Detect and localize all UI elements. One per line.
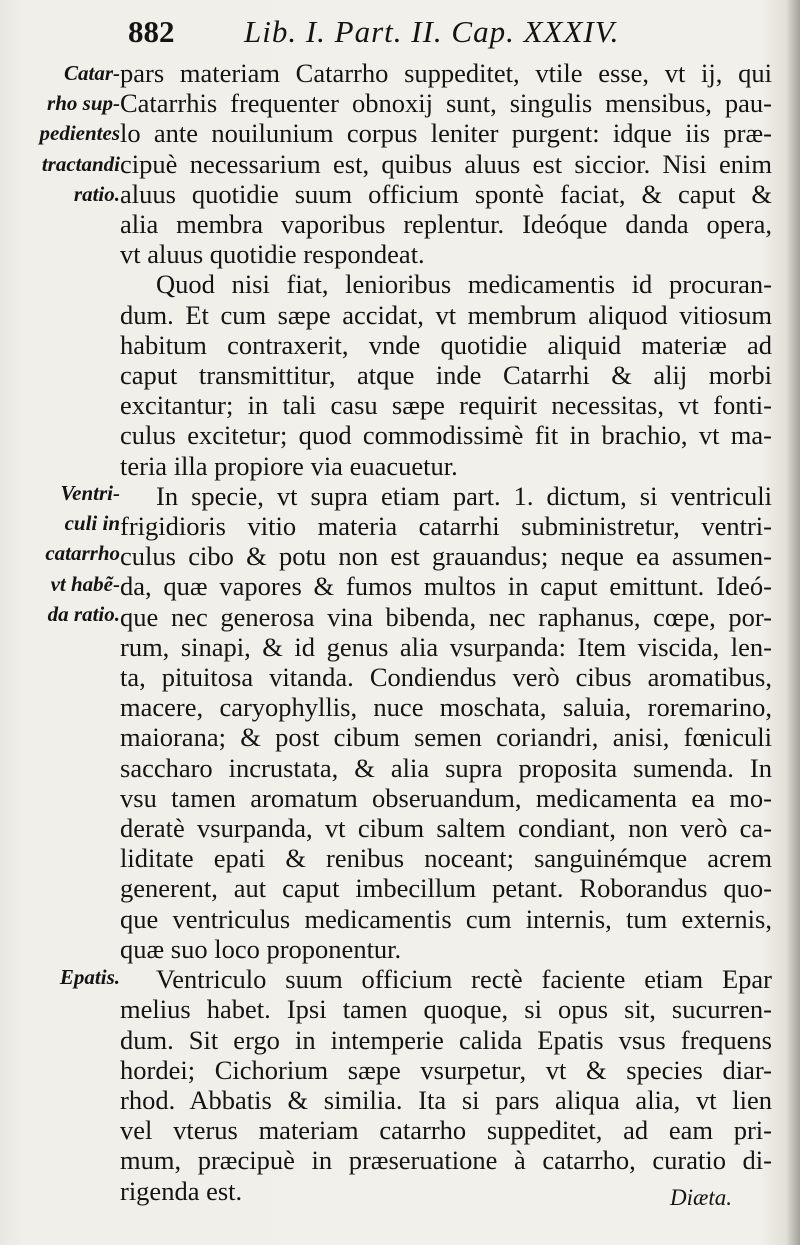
text-line: quæ suo loco proponentur. — [120, 933, 402, 964]
text-line: generent, aut caput imbecillum petant. Roborandus quo- — [120, 873, 772, 904]
margin-note-ventriculi — [6, 478, 120, 629]
text-line: da, quæ vapores & fumos multos in caput emittunt. Ideó- — [120, 571, 772, 602]
margin-note-line: vt habẽ- — [50, 571, 120, 596]
text-line: Quod nisi fiat, lenioribus medicamentis id procuran- — [156, 269, 772, 300]
catchword: Diæta. — [670, 1185, 732, 1210]
margin-note-line: ratio. — [73, 181, 120, 206]
text-line: cipuè necessarium est, quibus aluus est siccior. Nisi enim — [120, 148, 772, 179]
text-line: Ventriculo suum officium rectè faciente etiam Epar — [156, 964, 772, 995]
text-line: rum, sinapi, & id genus alia vsurpanda: Item viscida, len- — [120, 631, 772, 662]
text-line: habitum contraxerit, vnde quotidie aliquid materiæ ad — [120, 329, 772, 360]
text-line: vsu tamen aromatum obseruandum, medicamenta ea mo- — [120, 782, 772, 813]
text-line: saccharo incrustata, & alia supra proposita sumenda. In — [120, 752, 772, 783]
running-header — [128, 14, 768, 54]
text-line: In specie, vt supra etiam part. 1. dictum, si ventriculi — [156, 480, 772, 511]
margin-note-line: da ratio. — [47, 601, 120, 626]
margin-note-line: Catar- — [63, 61, 120, 85]
text-line: rhod. Abbatis & similia. Ita si pars aliqua alia, vt lien — [120, 1084, 772, 1115]
page-edge-shadow — [786, 0, 800, 1245]
margin-note-line: rho sup- — [47, 91, 120, 116]
text-line: teria illa propiore via euacuetur. — [120, 450, 458, 481]
margin-note-line: catarrho — [45, 541, 120, 566]
margin-note-line: Epatis. — [59, 965, 120, 989]
text-line: frigidioris vitio materia catarrhi subministretur, ventri- — [120, 511, 772, 542]
margin-note-line: culi in — [64, 511, 120, 536]
text-line: culus excitetur; quod commodissimè fit in brachio, vt ma- — [120, 420, 772, 451]
text-line: aluus quotidie suum officium spontè faciat, & caput & — [120, 178, 772, 209]
main-text-block — [120, 58, 772, 1206]
text-line: macere, caryophyllis, nuce moschata, saluia, roremarino, — [120, 692, 772, 723]
text-line: dum. Et cum sæpe accidat, vt membrum aliquod vitiosum — [120, 299, 772, 330]
text-line: alia membra vaporibus replentur. Ideóque danda opera, — [120, 209, 772, 240]
margin-note-line: pedientes — [39, 121, 120, 146]
text-line: pars materiam Catarrho suppeditet, vtile esse, vt ij, qui — [120, 58, 772, 88]
text-line: mum, præcipuè in præseruatione à catarrho, curatio di- — [120, 1145, 772, 1176]
text-line: melius habet. Ipsi tamen quoque, si opus sit, sucurren- — [120, 994, 772, 1025]
text-line: vel vterus materiam catarrho suppeditet, ad eam pri- — [120, 1115, 772, 1146]
text-line: liditate epati & renibus noceant; sanguinémque acrem — [120, 843, 772, 874]
margin-note-line: Ventri- — [60, 481, 120, 505]
text-line: excitantur; in tali casu sæpe requirit necessitas, vt fonti- — [120, 390, 772, 421]
text-line: dum. Sit ergo in intemperie calida Epatis vsus frequens — [120, 1024, 772, 1055]
margin-note-line: tractandi — [41, 151, 120, 176]
text-line: que ventriculus medicamentis cum internis, tum externis, — [120, 903, 772, 934]
text-line: maiorana; & post cibum semen coriandri, anisi, fœniculi — [120, 722, 772, 753]
text-line: que nec generosa vina bibenda, nec raphanus, cœpe, por- — [120, 601, 772, 632]
text-line: deratè vsurpanda, vt cibum saltem condiant, non verò ca- — [120, 813, 772, 844]
margin-note-epatis — [6, 962, 120, 992]
text-line: ta, pituitosa vitanda. Condiendus verò cibus aromatibus, — [120, 662, 772, 693]
text-line: lo ante nouilunium corpus leniter purgent: idque iis præ- — [120, 118, 772, 149]
text-line: rigenda est. — [120, 1175, 243, 1206]
text-line: hordei; Cichorium sæpe vsurpetur, vt & species diar- — [120, 1054, 772, 1085]
text-line: culus cibo & potu non est grauandus; neque ea assumen- — [120, 541, 772, 572]
text-line: Catarrhis frequenter obnoxij sunt, singulis mensibus, pau- — [120, 88, 772, 119]
margin-note-catarrh — [6, 58, 120, 209]
text-line: caput transmittitur, atque inde Catarrhi & alij morbi — [120, 360, 772, 391]
text-line: vt aluus quotidie respondeat. — [120, 239, 425, 270]
running-head-title: Lib. I. Part. II. Cap. XXXIV. — [244, 14, 620, 49]
page-number: 882 — [128, 14, 175, 49]
